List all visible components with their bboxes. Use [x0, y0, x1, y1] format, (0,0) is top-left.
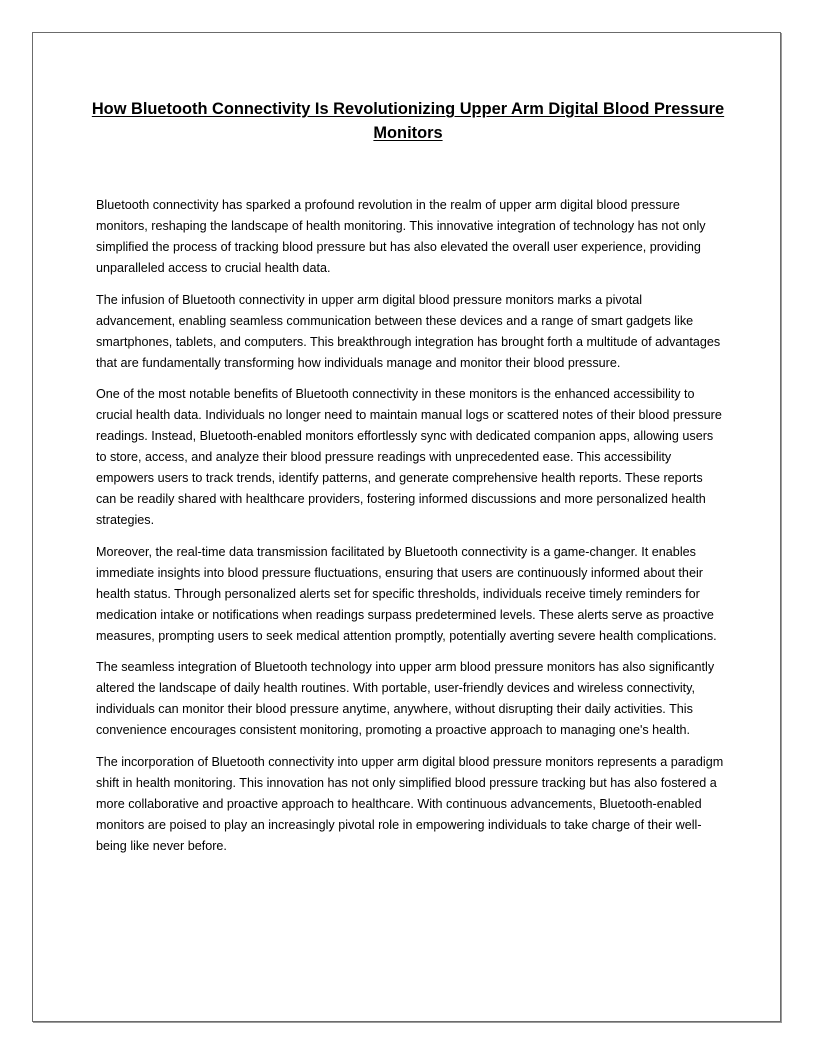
paragraph-1: Bluetooth connectivity has sparked a profound revolution in the realm of upper arm digital blood pressure monitors, reshaping the landscape of health monitoring. This innovative integration of technology has not only simplified the process of tracking blood pressure but has also elevated the overall user experience, providing unparalleled access to crucial health data.	[96, 198, 706, 275]
paragraph-5: The seamless integration of Bluetooth technology into upper arm blood pressure monitors has also significantly altered the landscape of daily health routines. With portable, user-friendly devices and wireless connectivity, individuals can monitor their blood pressure anytime, anywhere, without disrupting their daily activities. This convenience encourages consistent monitoring, promoting a proactive approach to managing one's health.	[96, 660, 715, 737]
document-body	[96, 195, 724, 867]
paragraph-4: Moreover, the real-time data transmission facilitated by Bluetooth connectivity is a game-changer. It enables immediate insights into blood pressure fluctuations, ensuring that users are continuously informed about their health status. Through personalized alerts set for specific thresholds, individuals receive timely reminders for medication intake or notifications when readings surpass predetermined levels. These alerts serve as proactive measures, prompting users to seek medical attention promptly, potentially averting severe health complications.	[96, 544, 717, 643]
document-title: How Bluetooth Connectivity Is Revolutionizing Upper Arm Digital Blood Pressure Monitors	[91, 100, 725, 142]
paragraph-6: The incorporation of Bluetooth connectivity into upper arm digital blood pressure monitors represents a paradigm shift in health monitoring. This innovation has not only simplified blood pressure tracking but has also fostered a more collaborative and proactive approach to healthcare. With continuous advancements, Bluetooth-enabled monitors are poised to play an increasingly pivotal role in empowering individuals to take charge of their well-being like never before.	[96, 754, 724, 853]
paragraph-2: The infusion of Bluetooth connectivity in upper arm digital blood pressure monitors marks a pivotal advancement, enabling seamless communication between these devices and a range of smart gadgets like smartphones, tablets, and computers. This breakthrough integration has brought forth a multitude of advantages that are fundamentally transforming how individuals manage and monitor their blood pressure.	[96, 292, 721, 370]
paragraph-3: One of the most notable benefits of Bluetooth connectivity in these monitors is the enhanced accessibility to crucial health data. Individuals no longer need to maintain manual logs or scattered notes of their blood pressure readings. Instead, Bluetooth-enabled monitors effortlessly sync with dedicated companion apps, allowing users to store, access, and analyze their blood pressure readings with unprecedented ease. This accessibility empowers users to track trends, identify patterns, and generate comprehensive health reports. These reports can be readily shared with healthcare providers, fostering informed discussions and more personalized health strategies.	[96, 387, 722, 527]
